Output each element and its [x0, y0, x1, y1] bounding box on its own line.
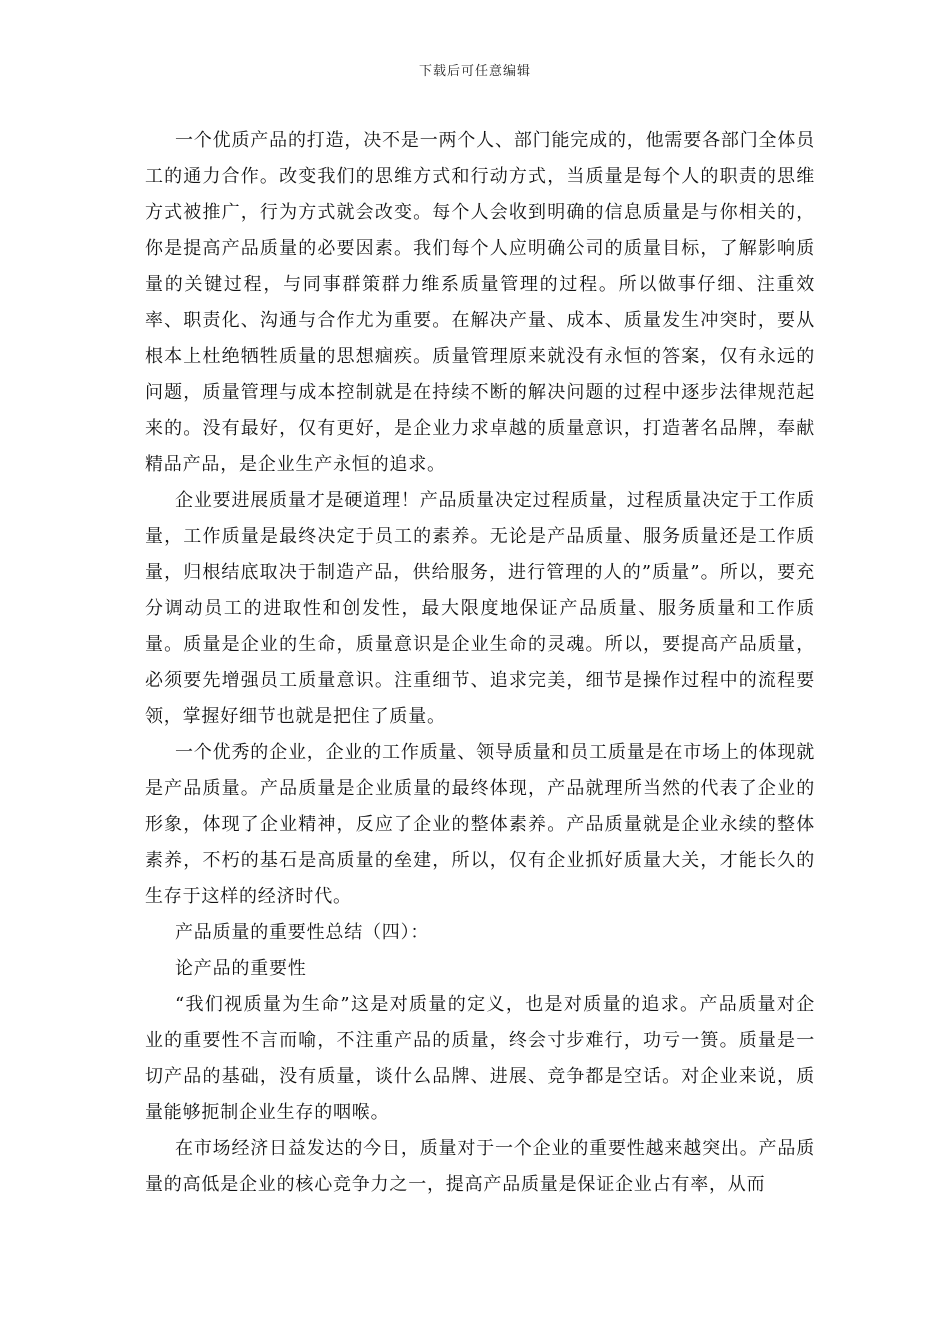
section-subheading: 论产品的重要性: [175, 958, 307, 979]
document-body: [145, 123, 815, 1203]
paragraph-2: 企业要进展质量才是硬道理！产品质量决定过程质量，过程质量决定于工作质量，工作质量是最终决定于员工的素养。无论是产品质量、服务质量还是工作质量，归根结底取决于制造产品，供给服务，进行管理的人的”质量”。所以，要充分调动员工的进取性和创发性，最大限度地保证产品质量、服务质量和工作质量。质量是企业的生命，质量意识是企业生命的灵魂。所以，要提高产品质量，必须要先增强员工质量意识。注重细节、追求完美，细节是操作过程中的流程要领，掌握好细节也就是把住了质量。: [145, 490, 815, 727]
paragraph-1: 一个优质产品的打造，决不是一两个人、部门能完成的，他需要各部门全体员工的通力合作。改变我们的思维方式和行动方式，当质量是每个人的职责的思维方式被推广，行为方式就会改变。每个人会收到明确的信息质量是与你相关的，你是提高产品质量的必要因素。我们每个人应明确公司的质量目标，了解影响质量的关键过程，与同事群策群力维系质量管理的过程。所以做事仔细、注重效率、职责化、沟通与合作尤为重要。在解决产量、成本、质量发生冲突时，要从根本上杜绝牺牲质量的思想痼疾。质量管理原来就没有永恒的答案，仅有永远的问题，质量管理与成本控制就是在持续不断的解决问题的过程中逐步法律规范起来的。没有最好，仅有更好，是企业力求卓越的质量意识，打造著名品牌，奉献精品产品，是企业生产永恒的追求。: [145, 130, 815, 475]
page-header: 下载后可任意编辑: [418, 64, 531, 79]
section-heading: 产品质量的重要性总结（四）：: [175, 922, 430, 943]
paragraph-4: “我们视质量为生命”这是对质量的定义，也是对质量的追求。产品质量对企业的重要性不言而喻，不注重产品的质量，终会寸步难行，功亏一篑。质量是一切产品的基础，没有质量，谈什么品牌、进展、竞争都是空话。对企业来说，质量能够扼制企业生存的咽喉。: [145, 994, 815, 1123]
paragraph-5: 在市场经济日益发达的今日，质量对于一个企业的重要性越来越突出。产品质量的高低是企业的核心竞争力之一，提高产品质量是保证企业占有率，从而: [145, 1138, 815, 1195]
paragraph-3: 一个优秀的企业，企业的工作质量、领导质量和员工质量是在市场上的体现就是产品质量。产品质量是企业质量的最终体现，产品就理所当然的代表了企业的形象，体现了企业精神，反应了企业的整体素养。产品质量就是企业永续的整体素养，不朽的基石是高质量的垒建，所以，仅有企业抓好质量大关，才能长久的生存于这样的经济时代。: [145, 742, 815, 907]
